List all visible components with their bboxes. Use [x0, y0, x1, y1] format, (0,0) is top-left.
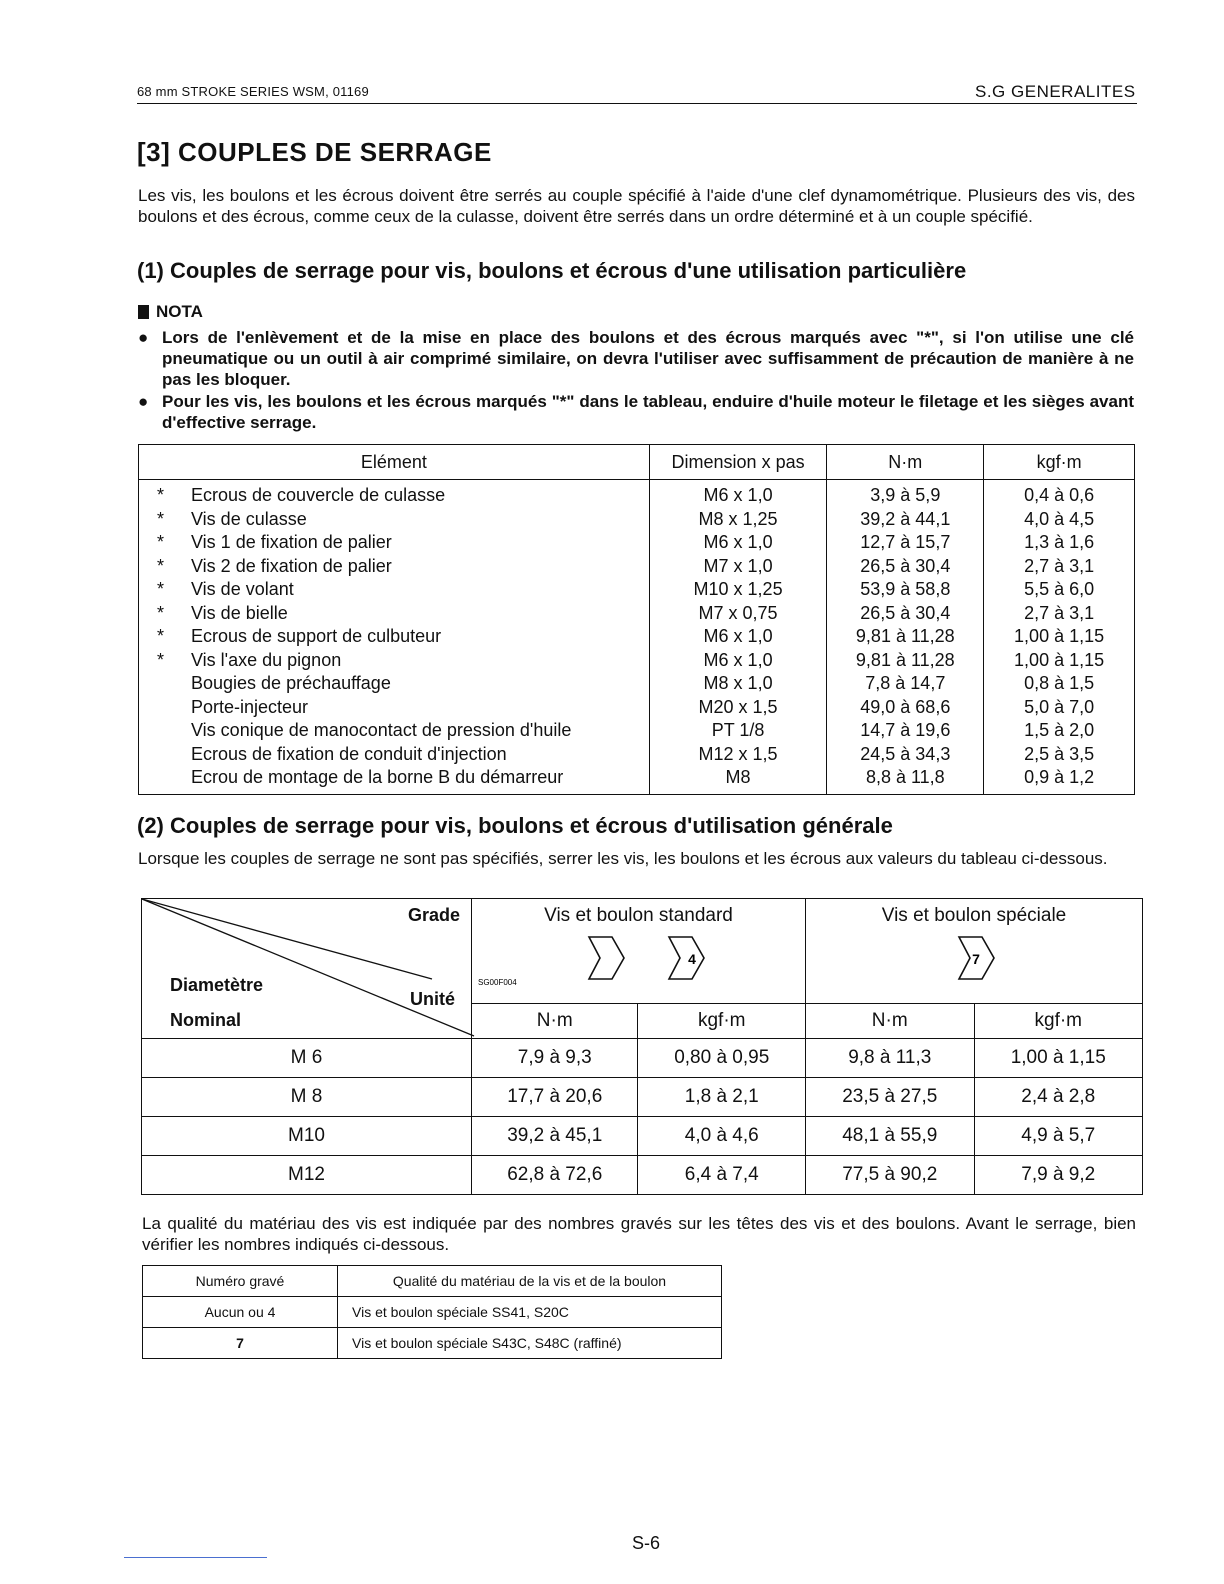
nota-bullet-text: Lors de l'enlèvement et de la mise en place des boulons et des écrous marqués avec "*", si l'on utilise une clé pneumatique ou un outil à air comprimé similaire, on devra l'utiliser avec suffisamment de précaution de manière à ne pas les bloquer. — [162, 328, 1134, 389]
cell-element — [139, 602, 650, 626]
cell-element — [139, 719, 650, 743]
cell-dimension: M8 x 1,25 — [649, 508, 827, 532]
header-right: S.G GENERALITES — [975, 82, 1136, 101]
cell-element — [139, 625, 650, 649]
standard-group-header — [472, 899, 806, 1004]
table-row — [139, 555, 1135, 579]
element-name: Porte-injecteur — [191, 696, 309, 717]
cell-dimension: PT 1/8 — [649, 719, 827, 743]
col-header-nm: N·m — [827, 445, 984, 480]
table-row — [142, 1078, 1143, 1117]
cell-std-nm: 39,2 à 45,1 — [472, 1117, 638, 1156]
section2-heading: (2) Couples de serrage pour vis, boulons et écrous d'utilisation générale — [137, 813, 893, 838]
table-row — [139, 508, 1135, 532]
cell-dimension: M6 x 1,0 — [649, 625, 827, 649]
section1-heading: (1) Couples de serrage pour vis, boulons et écrous d'une utilisation particulière — [137, 258, 967, 283]
table-row — [139, 766, 1135, 794]
cell-kgfm: 0,8 à 1,5 — [984, 672, 1135, 696]
cell-kgfm: 0,9 à 1,2 — [984, 766, 1135, 794]
cell-dimension: M6 x 1,0 — [649, 531, 827, 555]
general-torque-table-wrap — [141, 898, 1143, 1195]
header-left: 68 mm STROKE SERIES WSM, 01169 — [137, 84, 369, 99]
footer-rule — [124, 1557, 267, 1558]
cell-nm: 26,5 à 30,4 — [827, 602, 984, 626]
asterisk-mark: * — [157, 532, 165, 552]
cell-element — [139, 531, 650, 555]
col-header-element: Elément — [139, 445, 650, 480]
cell-spc-kgfm: 1,00 à 1,15 — [974, 1039, 1143, 1078]
asterisk-mark: * — [157, 602, 165, 623]
unit-spc-nm: N·m — [806, 1004, 975, 1039]
cell-std-kgfm: 4,0 à 4,6 — [638, 1117, 806, 1156]
cell-size: M12 — [142, 1156, 472, 1195]
cell-dimension: M8 x 1,0 — [649, 672, 827, 696]
cell-std-nm: 62,8 à 72,6 — [472, 1156, 638, 1195]
bullet-dot-icon: ● — [138, 392, 149, 411]
specific-torque-body — [139, 480, 1135, 795]
special-group-title: Vis et boulon spéciale — [881, 905, 1067, 926]
cell-spc-nm: 23,5 à 27,5 — [806, 1078, 975, 1117]
cell-element — [139, 672, 650, 696]
element-name: Ecrous de support de culbuteur — [191, 626, 442, 646]
cell-kgfm: 2,5 à 3,5 — [984, 743, 1135, 767]
nota-square-icon — [138, 305, 149, 319]
cell-nm: 14,7 à 19,6 — [827, 719, 984, 743]
cell-kgfm: 0,4 à 0,6 — [984, 480, 1135, 508]
cell-std-kgfm: 0,80 à 0,95 — [638, 1039, 806, 1078]
asterisk-mark: * — [157, 649, 165, 670]
asterisk-mark: * — [157, 485, 165, 505]
table-row — [139, 696, 1135, 720]
cell-element — [139, 696, 650, 720]
cell-dimension: M6 x 1,0 — [649, 480, 827, 508]
table-row — [139, 649, 1135, 673]
col-header-dimension: Dimension x pas — [649, 445, 827, 480]
grade-quality: Vis et boulon spéciale SS41, S20C — [338, 1297, 722, 1328]
cell-spc-kgfm: 2,4 à 2,8 — [974, 1078, 1143, 1117]
grade-number: Aucun ou 4 — [143, 1297, 338, 1328]
table-row — [139, 531, 1135, 555]
cell-kgfm: 4,0 à 4,5 — [984, 508, 1135, 532]
cell-size: M 8 — [142, 1078, 472, 1117]
element-name: Vis de bielle — [191, 602, 288, 623]
cell-nm: 26,5 à 30,4 — [827, 555, 984, 579]
table-row — [143, 1297, 722, 1328]
cell-nm: 39,2 à 44,1 — [827, 508, 984, 532]
cell-size: M 6 — [142, 1039, 472, 1078]
standard-marks — [472, 927, 805, 989]
mark-4-text: 4 — [688, 951, 696, 967]
asterisk-mark: * — [157, 508, 165, 529]
table-row — [143, 1328, 722, 1359]
unit-label: Unité — [410, 989, 455, 1009]
nota-text: NOTA — [156, 302, 203, 321]
cell-kgfm: 2,7 à 3,1 — [984, 555, 1135, 579]
element-name: Vis conique de manocontact de pression d'huile — [191, 720, 572, 740]
intro-paragraph: Les vis, les boulons et les écrous doivent être serrés au couple spécifié à l'aide d'une clef dynamométrique. Plusieurs des vis, des boulons et des écrous, comme ceux de la culasse, doivent être serrés dans un ordre déterminé et à un couple spécifié. — [138, 186, 1135, 226]
diagonal-corner-cell — [142, 899, 472, 1039]
cell-spc-nm: 48,1 à 55,9 — [806, 1117, 975, 1156]
nota-bullet-text: Pour les vis, les boulons et les écrous marqués "*" dans le tableau, enduire d'huile moteur le filetage et les sièges avant d'effective serrage. — [162, 392, 1134, 432]
col-header-kgfm: kgf·m — [984, 445, 1135, 480]
table-row — [139, 480, 1135, 508]
cell-dimension: M20 x 1,5 — [649, 696, 827, 720]
table-row — [142, 1156, 1143, 1195]
general-torque-body — [142, 1039, 1143, 1195]
table-row — [139, 719, 1135, 743]
page-title: [3] COUPLES DE SERRAGE — [137, 137, 492, 167]
cell-spc-kgfm: 7,9 à 9,2 — [974, 1156, 1143, 1195]
cell-kgfm: 1,3 à 1,6 — [984, 531, 1135, 555]
cell-nm: 8,8 à 11,8 — [827, 766, 984, 794]
cell-std-kgfm: 1,8 à 2,1 — [638, 1078, 806, 1117]
table-row — [139, 602, 1135, 626]
element-name: Vis de volant — [191, 579, 294, 599]
mark-7-text: 7 — [972, 951, 980, 967]
cell-element — [139, 743, 650, 767]
standard-group-title: Vis et boulon standard — [544, 905, 733, 926]
cell-std-nm: 17,7 à 20,6 — [472, 1078, 638, 1117]
nota-label — [138, 302, 203, 322]
element-name: Vis 1 de fixation de palier — [191, 532, 392, 552]
cell-element — [139, 480, 650, 508]
material-note: La qualité du matériau des vis est indiquée par des nombres gravés sur les têtes des vis et des boulons. Avant le serrage, bien vérifier les nombres indiqués ci-dessous. — [142, 1214, 1136, 1254]
cell-nm: 49,0 à 68,6 — [827, 696, 984, 720]
bullet-dot-icon: ● — [138, 328, 149, 347]
grade-table — [142, 1265, 722, 1359]
element-name: Ecrou de montage de la borne B du démarreur — [191, 767, 564, 787]
cell-dimension: M8 — [649, 766, 827, 794]
table-row — [142, 1117, 1143, 1156]
cell-nm: 9,81 à 11,28 — [827, 649, 984, 673]
general-torque-table — [141, 898, 1143, 1195]
cell-dimension: M6 x 1,0 — [649, 649, 827, 673]
cell-kgfm: 1,00 à 1,15 — [984, 625, 1135, 649]
element-name: Vis 2 de fixation de palier — [191, 555, 392, 576]
cell-element — [139, 508, 650, 532]
figure-code: SG00F004 — [478, 978, 517, 987]
cell-dimension: M12 x 1,5 — [649, 743, 827, 767]
cell-dimension: M7 x 1,0 — [649, 555, 827, 579]
table-row — [139, 578, 1135, 602]
element-name: Ecrous de couvercle de culasse — [191, 485, 446, 505]
cell-element — [139, 649, 650, 673]
cell-nm: 7,8 à 14,7 — [827, 672, 984, 696]
diameter-label: Diametètre — [170, 975, 264, 995]
grade-table-header — [143, 1266, 722, 1297]
cell-kgfm: 2,7 à 3,1 — [984, 602, 1135, 626]
element-name: Vis l'axe du pignon — [191, 649, 342, 670]
grade-col-number: Numéro gravé — [143, 1266, 338, 1297]
grade-number: 7 — [143, 1328, 338, 1359]
cell-element — [139, 578, 650, 602]
header-rule — [137, 103, 1137, 104]
cell-nm: 3,9 à 5,9 — [827, 480, 984, 508]
cell-spc-nm: 9,8 à 11,3 — [806, 1039, 975, 1078]
asterisk-mark: * — [157, 555, 165, 576]
grade-quality: Vis et boulon spéciale S43C, S48C (raffiné) — [338, 1328, 722, 1359]
grade-label: Grade — [408, 905, 461, 925]
table-row — [139, 743, 1135, 767]
cell-kgfm: 1,5 à 2,0 — [984, 719, 1135, 743]
cell-std-nm: 7,9 à 9,3 — [472, 1039, 638, 1078]
element-name: Ecrous de fixation de conduit d'injection — [191, 743, 507, 764]
table-header-row — [139, 445, 1135, 480]
cell-dimension: M7 x 0,75 — [649, 602, 827, 626]
specific-torque-table — [138, 444, 1135, 795]
cell-nm: 12,7 à 15,7 — [827, 531, 984, 555]
cell-element — [139, 555, 650, 579]
section2-intro: Lorsque les couples de serrage ne sont pas spécifiés, serrer les vis, les boulons et les écrous aux valeurs du tableau ci-dessous. — [138, 849, 1108, 868]
cell-nm: 9,81 à 11,28 — [827, 625, 984, 649]
cell-nm: 53,9 à 58,8 — [827, 578, 984, 602]
element-name: Bougies de préchauffage — [191, 673, 391, 693]
cell-dimension: M10 x 1,25 — [649, 578, 827, 602]
nominal-label: Nominal — [170, 1010, 242, 1030]
cell-kgfm: 1,00 à 1,15 — [984, 649, 1135, 673]
cell-spc-kgfm: 4,9 à 5,7 — [974, 1117, 1143, 1156]
special-marks — [806, 927, 1142, 989]
cell-std-kgfm: 6,4 à 7,4 — [638, 1156, 806, 1195]
page-number: S-6 — [632, 1533, 661, 1553]
cell-element — [139, 766, 650, 794]
special-group-header — [806, 899, 1143, 1004]
cell-kgfm: 5,0 à 7,0 — [984, 696, 1135, 720]
cell-nm: 24,5 à 34,3 — [827, 743, 984, 767]
unit-std-nm: N·m — [472, 1004, 638, 1039]
cell-kgfm: 5,5 à 6,0 — [984, 578, 1135, 602]
element-name: Vis de culasse — [191, 508, 307, 529]
table-row — [139, 672, 1135, 696]
cell-spc-nm: 77,5 à 90,2 — [806, 1156, 975, 1195]
unit-spc-kgfm: kgf·m — [974, 1004, 1143, 1039]
unit-std-kgfm: kgf·m — [638, 1004, 806, 1039]
table-row — [142, 1039, 1143, 1078]
asterisk-mark: * — [157, 579, 165, 599]
grade-col-quality: Qualité du matériau de la vis et de la boulon — [338, 1266, 722, 1297]
table-row — [139, 625, 1135, 649]
asterisk-mark: * — [157, 626, 165, 646]
cell-size: M10 — [142, 1117, 472, 1156]
